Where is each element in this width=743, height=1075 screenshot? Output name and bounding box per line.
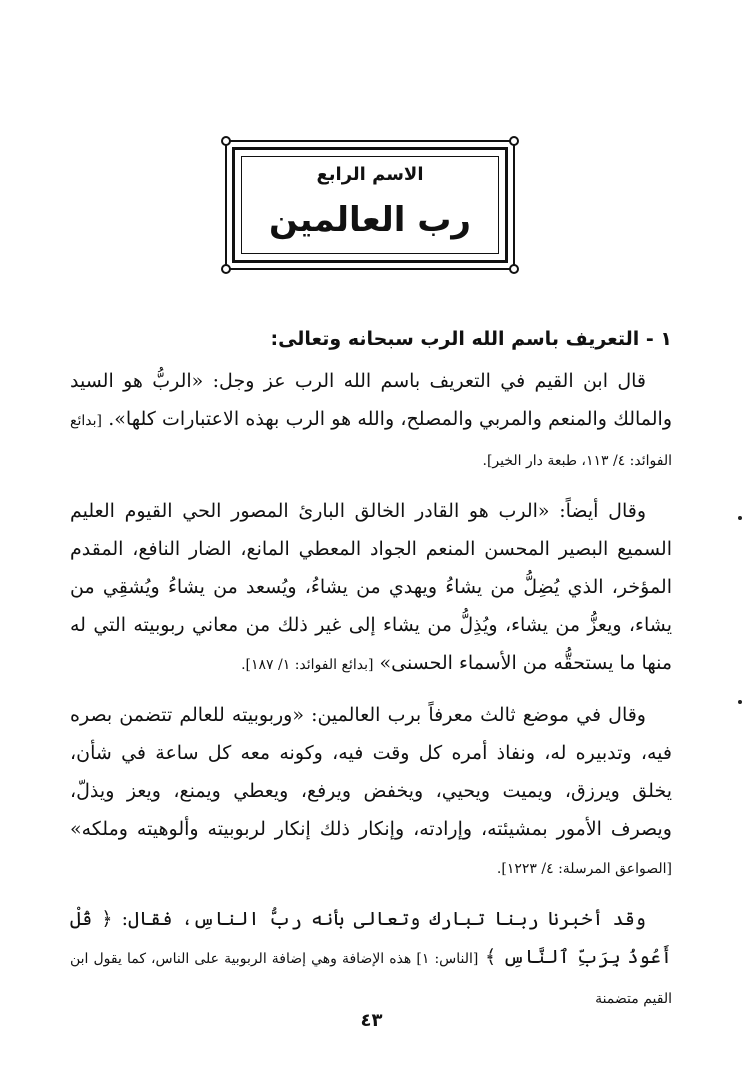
- paragraph-text: وقال أيضاً: «الرب هو القادر الخالق البارئ المصور الحي القيوم العليم السميع البصير المحسن المنعم الجواد المعطي المانع، الضار النافع، المقدم المؤخر، الذي يُضِلُّ من يشاءُ ويهدي من يشاءُ، ويُسعد من يشاءُ ويُشقِي من يشاء، ويعزُّ من يشاء، ويُذِلُّ من يشاء إلى غير ذلك من معاني ربوبيته التي له منها ما يستحقُّه من الأسماء الحسنى»: [70, 500, 672, 674]
- paragraph: [70, 696, 672, 888]
- scan-speck: [738, 700, 742, 704]
- chapter-name: رب العالمين: [269, 200, 471, 240]
- paragraph: [70, 900, 672, 1018]
- citation: [بدائع الفوائد: ١/ ١٨٧].: [241, 657, 374, 673]
- body-text: [70, 320, 672, 1030]
- citation: [الصواعق المرسلة: ٤/ ١٢٢٣].: [496, 861, 672, 877]
- citation: [الناس: ١] هذه الإضافة وهي إضافة الربوبية على الناس، كما يقول ابن القيم متضمنة: [70, 951, 672, 1007]
- frame-corner-ornament: [509, 136, 519, 146]
- paragraph-text: قال ابن القيم في التعريف باسم الله الرب عز وجل: «الربُّ هو السيد والمالك والمنعم والمربي والمصلح، والله هو الرب بهذه الاعتبارات كلها».: [70, 370, 673, 430]
- chapter-label: الاسم الرابع: [316, 164, 424, 185]
- paragraph-text: وقد أخبرنا ربنا تبارك وتعالى بأنه ربُّ الناسِ، فقال: ﴿ قُلْ أَعُوذُ بِرَبِّ ٱلنَّاسِ ﴾: [70, 908, 672, 968]
- paragraph-text: وقال في موضع ثالث معرفاً برب العالمين: «وربوبيته للعالم تتضمن بصره فيه، وتدبيره له، ونفاذ أمره كل وقت فيه، وكونه معه كل ساعة في شأن، يخلق ويرزق، ويميت ويحيي، ويخفض ويرفع، ويعطي ويمنع، ويعز ويذلّ، ويصرف الأمور بمشيئته، وإرادته، وإنكار ذلك إنكار لربوبيته وألوهيته وملكه»: [70, 704, 672, 840]
- frame-corner-ornament: [221, 264, 231, 274]
- frame-corner-ornament: [509, 264, 519, 274]
- page-number: ٤٣: [360, 1010, 383, 1031]
- citation: [بدائع الفوائد: ٤/ ١١٣، طبعة دار الخير].: [70, 413, 672, 469]
- scan-speck: [738, 516, 742, 520]
- paragraph: [70, 492, 672, 684]
- section-heading: ١ - التعريف باسم الله الرب سبحانه وتعالى:: [270, 328, 672, 350]
- paragraph: [70, 362, 672, 480]
- chapter-title-frame: [225, 140, 515, 270]
- frame-corner-ornament: [221, 136, 231, 146]
